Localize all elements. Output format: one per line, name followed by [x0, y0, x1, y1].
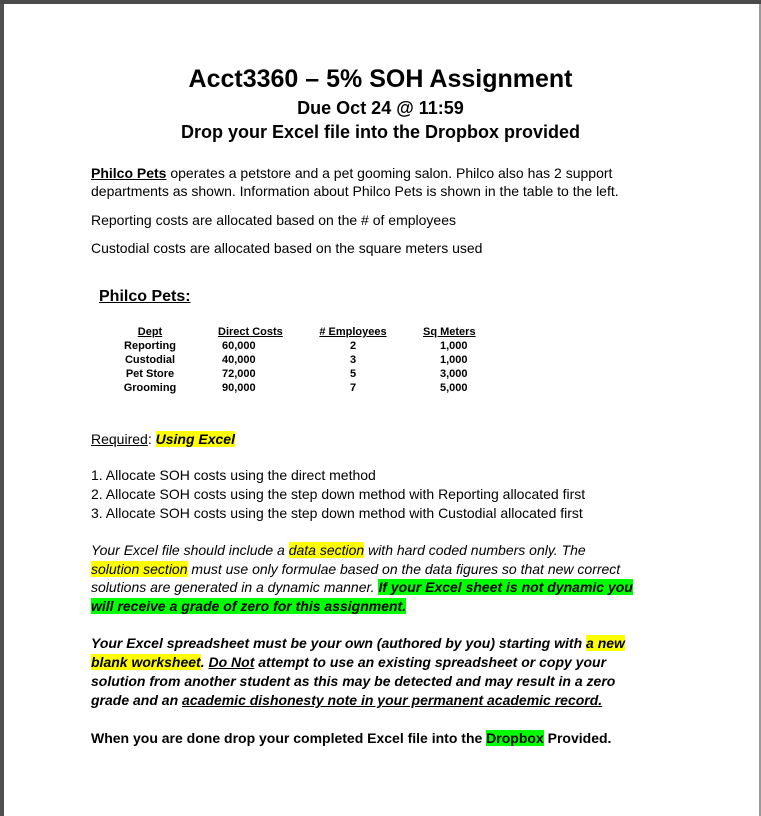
- task-item: 2. Allocate SOH costs using the step down method with Reporting allocated first: [91, 486, 586, 502]
- due-date: Due Oct 24 @ 11:59: [297, 98, 464, 118]
- dynamic-warning-highlight: If your Excel sheet is not dynamic you: [378, 579, 633, 595]
- cell-direct-costs: 60,000: [222, 340, 256, 352]
- cell-sq-meters: 5,000: [440, 382, 468, 394]
- cell-dept: Custodial: [124, 354, 176, 366]
- cell-sq-meters: 1,000: [440, 354, 468, 366]
- cell-employees: 5: [349, 368, 357, 380]
- cell-sq-meters: 1,000: [440, 340, 468, 352]
- cell-dept: Grooming: [123, 382, 177, 394]
- intro-line-1: operates a petstore and a pet gooming salon. Philco also has 2 support: [166, 165, 613, 181]
- intro-paragraph: [91, 164, 691, 200]
- para2-text: .: [200, 654, 209, 670]
- final-instruction: [91, 729, 691, 747]
- required-label: Required: [91, 431, 148, 447]
- task-list: [91, 466, 585, 523]
- sq-meters-column: [423, 325, 489, 395]
- header-dept: Dept: [137, 326, 163, 338]
- blank-worksheet-highlight: blank worksheet: [91, 654, 201, 670]
- para1-text: Your Excel file should include a: [91, 542, 289, 558]
- table-section-title: Philco Pets:: [99, 288, 191, 305]
- final-text: Provided.: [543, 730, 612, 746]
- required-line: [91, 430, 691, 448]
- do-not-emphasis: Do Not: [208, 654, 255, 670]
- cell-direct-costs: 40,000: [222, 354, 256, 366]
- academic-dishonesty-note: academic dishonesty note in your permanent academic record.: [182, 692, 603, 708]
- cell-direct-costs: 90,000: [222, 382, 256, 394]
- para2-text: Your Excel spreadsheet must be your own (authored by you) starting with: [91, 635, 587, 651]
- para1-text: solutions are generated in a dynamic manner.: [91, 579, 379, 595]
- academic-integrity-paragraph: [91, 634, 691, 710]
- direct-costs-column: [218, 325, 292, 395]
- header-direct-costs: Direct Costs: [218, 326, 283, 338]
- header-employees: # Employees: [319, 326, 387, 338]
- custodial-basis: Custodial costs are allocated based on the square meters used: [91, 240, 483, 256]
- solution-section-highlight: solution section: [91, 560, 188, 577]
- cell-dept: Pet Store: [125, 368, 175, 380]
- dropbox-instruction: Drop your Excel file into the Dropbox provided: [180, 122, 581, 142]
- required-colon: :: [147, 431, 156, 447]
- cell-direct-costs: 72,000: [222, 368, 256, 380]
- task-item: 3. Allocate SOH costs using the step down method with Custodial allocated first: [91, 505, 583, 521]
- cell-employees: 2: [349, 340, 357, 352]
- company-name: Philco Pets: [91, 165, 167, 181]
- dropbox-highlight: Dropbox: [486, 730, 544, 746]
- para2-text: attempt to use an existing spreadsheet or copy your: [254, 654, 607, 670]
- header-sq-meters: Sq Meters: [423, 326, 476, 338]
- para2-text: solution from another student as this may be detected and may result in a zero: [91, 673, 616, 689]
- intro-line-2: departments as shown. Information about Philco Pets is shown in the table to the left.: [91, 183, 619, 199]
- para1-text: must use only formulae based on the data figures so that new correct: [187, 560, 621, 577]
- excel-requirements-paragraph: [91, 541, 691, 615]
- document-title: Acct3360 – 5% SOH Assignment: [188, 65, 573, 93]
- cell-sq-meters: 3,000: [440, 368, 468, 380]
- task-item: 1. Allocate SOH costs using the direct method: [91, 467, 376, 483]
- cell-employees: 3: [349, 354, 357, 366]
- employees-column: [313, 325, 393, 395]
- using-excel-highlight: Using Excel: [155, 431, 235, 447]
- cell-employees: 7: [349, 382, 357, 394]
- a-new-highlight: a new: [586, 635, 625, 651]
- para2-text: grade and an: [91, 692, 183, 708]
- reporting-basis: Reporting costs are allocated based on the # of employees: [91, 212, 457, 228]
- cell-dept: Reporting: [124, 340, 176, 352]
- dept-column: [115, 325, 185, 395]
- para1-text: with hard coded numbers only. The: [364, 542, 586, 558]
- window-top-border: [0, 0, 761, 4]
- data-section-highlight: data section: [288, 542, 365, 558]
- final-text: When you are done drop your completed Excel file into the: [91, 730, 487, 746]
- grade-zero-highlight: will receive a grade of zero for this assignment.: [91, 597, 407, 614]
